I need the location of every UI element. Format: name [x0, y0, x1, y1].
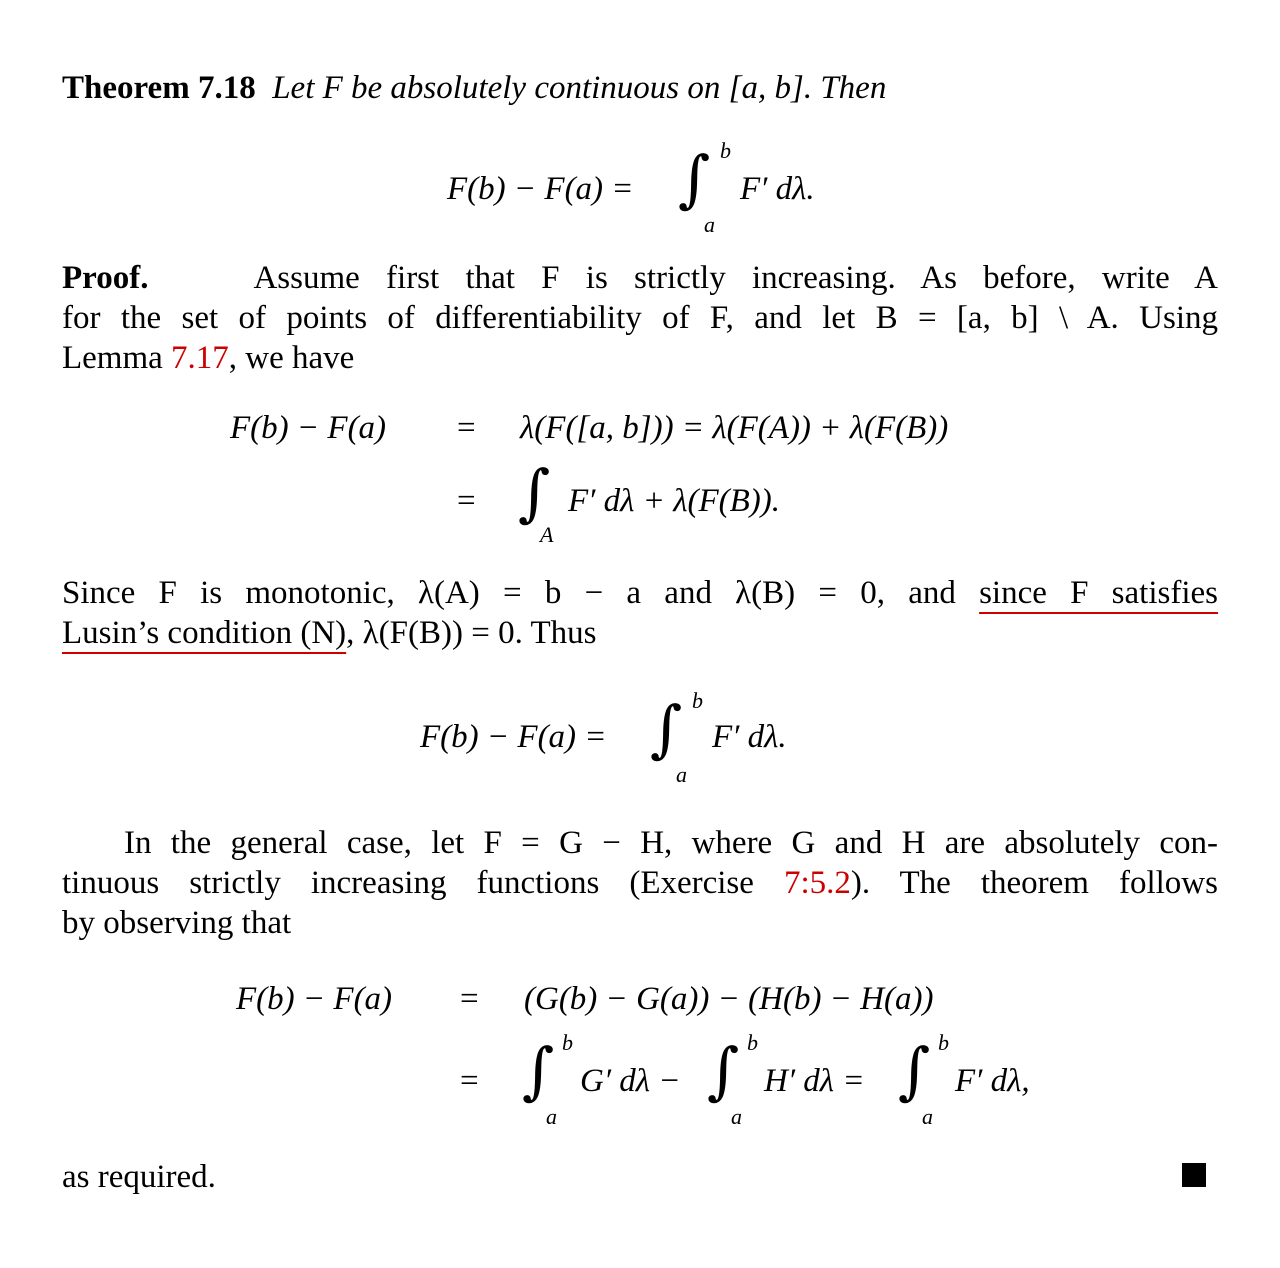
- proof-line-1: [62, 258, 1218, 298]
- proof-text-1: Assume first that F is strictly increasing. As before, write A: [253, 260, 1218, 296]
- integral-lower-limit: a: [546, 1104, 557, 1129]
- proof-line-7: [62, 863, 1218, 903]
- integral-upper-limit: b: [692, 688, 703, 713]
- underlined-phrase-2: Lusin’s condition (N): [62, 615, 347, 651]
- align2-eq-2: =: [460, 1063, 479, 1099]
- proof-line-5-post: , λ(F(B)) = 0. Thus: [346, 615, 597, 651]
- integral-upper-limit: b: [938, 1030, 949, 1055]
- integral-sign: ∫: [678, 142, 711, 215]
- proof-label: Proof.: [62, 260, 149, 296]
- integral-sign: ∫: [522, 1034, 555, 1107]
- integral-upper-limit: b: [747, 1030, 758, 1055]
- theorem-text: Let F be absolutely continuous on [a, b]. Then: [272, 70, 887, 106]
- underlined-phrase-1: since F satisfies: [979, 575, 1219, 611]
- integral-sign: ∫: [650, 692, 683, 765]
- proof-line-3-pre: Lemma: [62, 340, 172, 376]
- equation-1-rhs: F′ dλ.: [740, 171, 815, 207]
- proof-line-4: [62, 573, 1218, 613]
- align2-row2-term-1: G′ dλ −: [580, 1063, 681, 1099]
- equation-2-rhs: F′ dλ.: [712, 719, 787, 755]
- align1-row2: F′ dλ + λ(F(B)).: [568, 483, 781, 519]
- proof-line-3: [62, 338, 1218, 378]
- proof-line-8: by observing that: [62, 905, 292, 941]
- integral-sign: ∫: [518, 456, 551, 529]
- align2-eq-1: =: [460, 981, 479, 1017]
- proof-line-4-pre: Since F is monotonic, λ(A) = b − a and λ(B) = 0, and: [62, 575, 980, 611]
- align1-row1: λ(F([a, b])) = λ(F(A)) + λ(F(B)): [520, 410, 949, 446]
- integral-lower-limit: a: [704, 212, 715, 237]
- integral-lower-limit: a: [922, 1104, 933, 1129]
- align2-row1: (G(b) − G(a)) − (H(b) − H(a)): [524, 981, 934, 1017]
- qed-square-icon: [1182, 1163, 1206, 1187]
- equation-1-lhs: F(b) − F(a) =: [447, 171, 634, 207]
- align2-row2-term-2: H′ dλ =: [764, 1063, 865, 1099]
- proof-line-5: [62, 613, 1218, 653]
- proof-closing: as required.: [62, 1159, 216, 1195]
- proof-line-7-post: ). The theorem follows: [850, 865, 1218, 901]
- integral-lower-limit: A: [540, 522, 554, 547]
- align1-eq-2: =: [457, 483, 476, 519]
- proof-line-3-post: , we have: [228, 340, 355, 376]
- integral-upper-limit: b: [720, 138, 731, 163]
- integral-upper-limit: b: [562, 1030, 573, 1055]
- proof-line-2: for the set of points of differentiability of F, and let B = [a, b] \ A. Using: [62, 300, 1218, 336]
- align2-lhs: F(b) − F(a): [236, 981, 393, 1017]
- integral-lower-limit: a: [731, 1104, 742, 1129]
- align2-row2-term-3: F′ dλ,: [955, 1063, 1030, 1099]
- exercise-link[interactable]: 7:5.2: [783, 865, 851, 901]
- proof-line-7-pre: tinuous strictly increasing functions (Exercise: [62, 865, 784, 901]
- integral-lower-limit: a: [676, 762, 687, 787]
- align1-eq-1: =: [457, 410, 476, 446]
- proof-line-6: In the general case, let F = G − H, where G and H are absolutely con-: [124, 825, 1218, 861]
- align1-lhs: F(b) − F(a): [230, 410, 387, 446]
- integral-sign: ∫: [898, 1034, 931, 1107]
- integral-sign: ∫: [707, 1034, 740, 1107]
- equation-2-lhs: F(b) − F(a) =: [420, 719, 607, 755]
- theorem-statement-line: [62, 68, 1218, 108]
- lemma-link[interactable]: 7.17: [171, 340, 229, 376]
- theorem-label: Theorem 7.18: [62, 70, 256, 106]
